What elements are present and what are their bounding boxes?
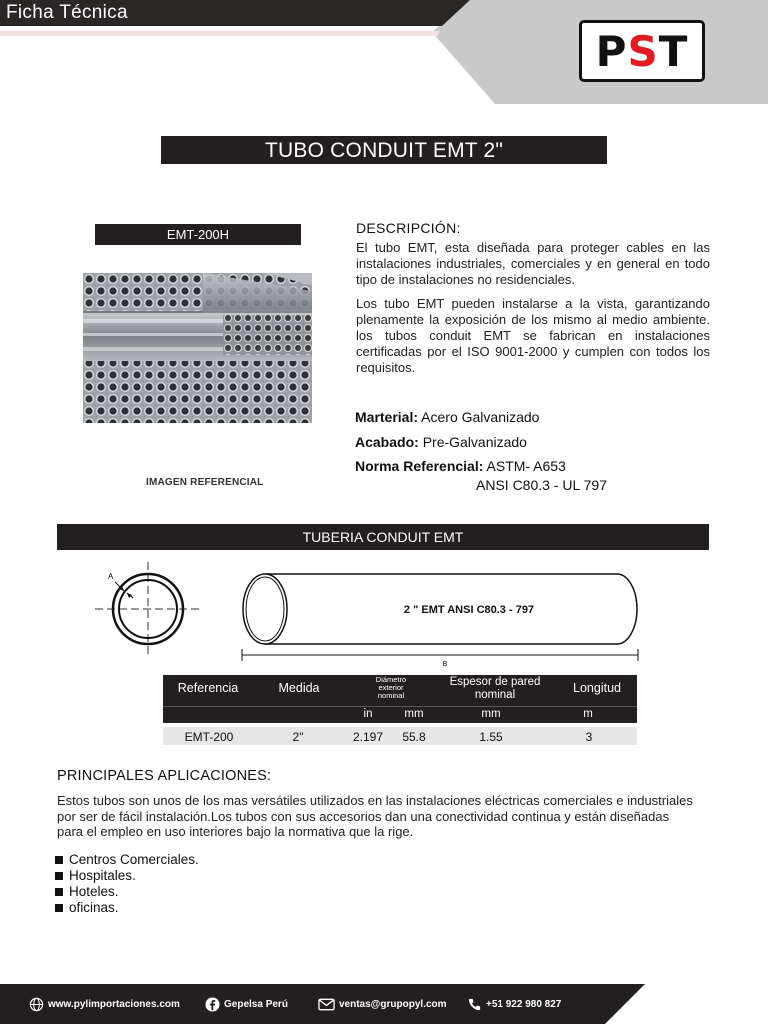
cell-in: 2.197 <box>352 730 384 744</box>
product-title: TUBO CONDUIT EMT 2" <box>161 136 607 164</box>
description-paragraph-1: El tubo EMT, esta diseñada para proteger cables en las instalaciones industriales, comerciales y en general en todo tipo de instalaciones no residenciales. <box>356 240 710 287</box>
footer-website[interactable]: www.pylimportaciones.com <box>28 996 180 1012</box>
product-code: EMT-200H <box>95 224 301 245</box>
cell-espesor: 1.55 <box>479 730 503 744</box>
dimension-a-label: A <box>108 572 114 581</box>
list-item: Hoteles. <box>55 884 199 900</box>
bullet-icon <box>55 856 63 864</box>
description-paragraph-2: Los tubo EMT pueden instalarse a la vista, garantizando plenamente la exposición de los mismo al medio ambiente. los tubos conduit EMT se fabrican en instalaciones certificadas por el ISO 9001-2000 y cumplen con todos los requisitos. <box>356 296 710 375</box>
mail-icon <box>317 996 335 1012</box>
footer-email[interactable]: ventas@grupopyl.com <box>317 996 447 1012</box>
table-header <box>163 675 637 706</box>
list-item: Centros Comerciales. <box>55 852 199 868</box>
pst-logo: P S T <box>579 20 705 82</box>
col-medida: Medida <box>278 681 320 695</box>
col-referencia: Referencia <box>177 681 239 695</box>
unit-in: in <box>363 708 373 720</box>
pipe-label: 2 " EMT ANSI C80.3 - 797 <box>403 604 535 616</box>
spec-finish <box>355 434 527 450</box>
unit-m: m <box>583 708 593 720</box>
cell-ref: EMT-200 <box>184 730 234 744</box>
applications-heading: PRINCIPALES APLICACIONES: <box>57 768 272 784</box>
spec-material-label: Marterial: <box>355 409 419 425</box>
dimension-b-label: B <box>442 661 448 668</box>
section-title: TUBERIA CONDUIT EMT <box>57 524 709 550</box>
table-row <box>163 727 637 745</box>
description-heading: DESCRIPCIÓN: <box>356 220 461 236</box>
footer-facebook[interactable]: Gepelsa Perú <box>204 996 288 1012</box>
applications-paragraph: Estos tubos son unos de los mas versátiles utilizados en las instalaciones eléctricas comerciales e industriales por ser de fácil instalación.Los tubos con sus accesorios dan una conectividad continua y están diseñadas para el empleo en uso interiores bajo la normativa que la rige. <box>57 793 693 839</box>
applications-list <box>55 852 199 916</box>
spec-norm-value-2: ANSI C80.3 - UL 797 <box>476 477 607 493</box>
spec-material <box>355 409 539 425</box>
pipe-diagram <box>85 560 645 672</box>
cell-longitud: 3 <box>585 730 593 744</box>
list-item: oficinas. <box>55 900 199 916</box>
globe-icon <box>28 996 44 1012</box>
footer-phone[interactable]: +51 922 980 827 <box>466 996 561 1012</box>
spec-norm-value-1: ASTM- A653 <box>486 458 566 474</box>
bullet-icon <box>55 888 63 896</box>
spec-finish-value: Pre-Galvanizado <box>422 434 527 450</box>
document-type-title: Ficha Técnica <box>6 2 128 23</box>
spec-material-value: Acero Galvanizado <box>421 409 540 425</box>
spec-finish-label: Acabado: <box>355 434 419 450</box>
spec-norm-label: Norma Referencial: <box>355 458 484 474</box>
facebook-icon <box>204 996 220 1012</box>
unit-mm-thickness: mm <box>481 708 501 720</box>
bullet-icon <box>55 904 63 912</box>
pipes-photo <box>83 273 312 423</box>
bullet-icon <box>55 872 63 880</box>
image-caption: IMAGEN REFERENCIAL <box>146 477 264 488</box>
cell-mm: 55.8 <box>402 730 426 744</box>
table-units-row <box>163 706 637 723</box>
col-longitud: Longitud <box>573 681 621 695</box>
col-espesor: Espesor de pared nominal <box>449 676 541 701</box>
cell-medida: 2" <box>292 730 304 744</box>
unit-mm-diameter: mm <box>404 708 424 720</box>
phone-icon <box>466 996 482 1012</box>
spec-norm <box>355 458 566 474</box>
col-diametro: Diámetro exterior nominal <box>375 675 407 700</box>
list-item: Hospitales. <box>55 868 199 884</box>
